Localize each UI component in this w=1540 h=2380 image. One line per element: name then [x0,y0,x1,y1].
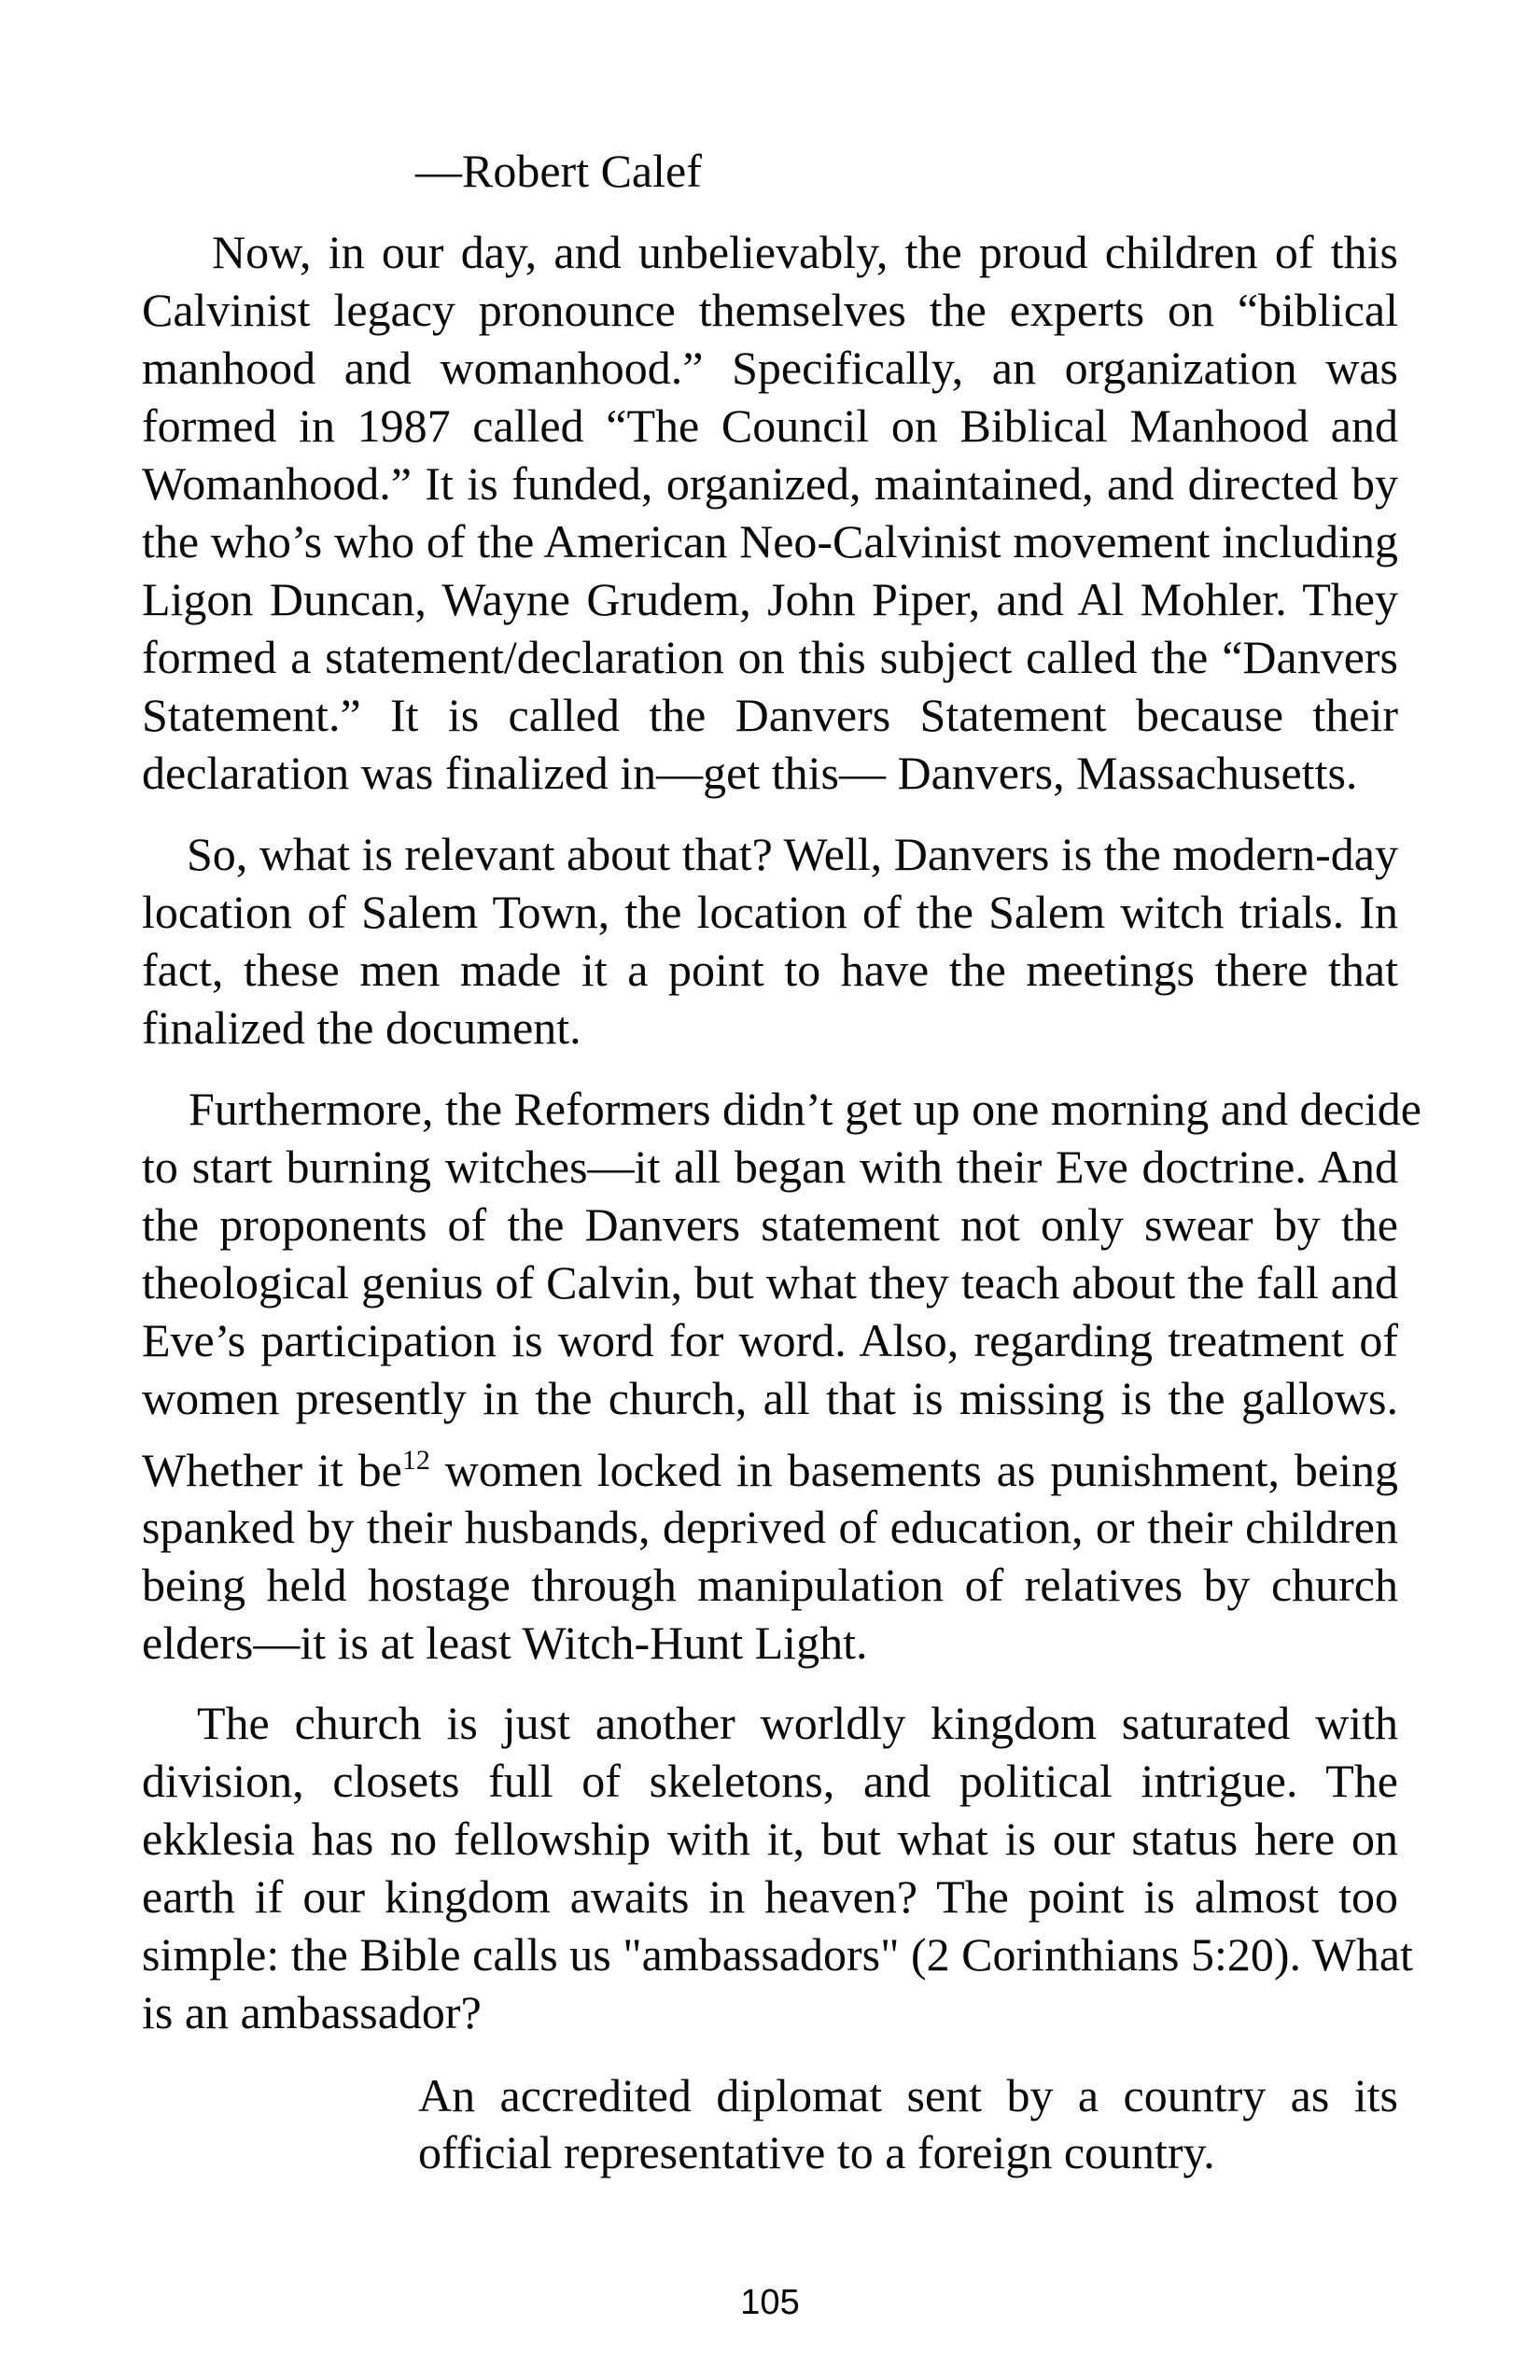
text-line: simple: the Bible calls us "ambassadors" (2 Corinthians 5:20). What [142,1928,1413,1981]
text-line: the who’s who of the American Neo-Calvinist movement including [142,515,1398,567]
text-line: women presently in the church, all that is missing is the gallows. [142,1372,1398,1424]
text-line: Statement.” It is called the Danvers Statement because their [142,689,1398,741]
text-line: spanked by their husbands, deprived of education, or their children [142,1501,1398,1553]
text-line: declaration was finalized in—get this— Danvers, Massachusetts. [142,747,1358,799]
footnote-reference[interactable]: 12 [401,1445,430,1476]
text-line: Ligon Duncan, Wayne Grudem, John Piper, and Al Mohler. They [142,573,1398,625]
text-line: An accredited diplomat sent by a country as its [418,2069,1398,2121]
quote-attribution: —Robert Calef [415,145,702,197]
text-line: fact, these men made it a point to have the meetings there that [142,944,1398,996]
text-line: Womanhood.” It is funded, organized, maintained, and directed by [142,457,1398,510]
text-line: formed in 1987 called “The Council on Biblical Manhood and [142,399,1398,452]
text-line: the proponents of the Danvers statement not only swear by the [142,1198,1398,1251]
text-line: formed a statement/declaration on this subject called the “Danvers [142,631,1398,683]
text-line: finalized the document. [142,1001,581,1054]
page-number: 105 [740,2283,800,2322]
text-line: elders—it is at least Witch-Hunt Light. [142,1617,868,1669]
text-line: official representative to a foreign country. [418,2126,1215,2178]
text-line: Now, in our day, and unbelievably, the proud children of this [212,226,1398,278]
text-line: Eve’s participation is word for word. Also, regarding treatment of [142,1314,1398,1366]
text-line: theological genius of Calvin, but what they teach about the fall and [142,1256,1398,1309]
text-line: So, what is relevant about that? Well, Danvers is the modern-day [187,828,1398,880]
text-line: The church is just another worldly kingdom saturated with [197,1697,1398,1749]
text-line: location of Salem Town, the location of the Salem witch trials. In [142,886,1398,938]
text-segment: women locked in basements as punishment, being [429,1444,1398,1496]
text-line: being held hostage through manipulation of relatives by church [142,1559,1398,1611]
text-segment: Whether it be [142,1444,402,1496]
text-line: is an ambassador? [142,1986,482,2038]
text-line: division, closets full of skeletons, and political intrigue. The [142,1755,1398,1807]
text-line: ekklesia has no fellowship with it, but what is our status here on [142,1813,1398,1865]
text-line: to start burning witches—it all began with their Eve doctrine. And [142,1141,1398,1193]
text-line: earth if our kingdom awaits in heaven? The point is almost too [142,1870,1398,1923]
text-line: manhood and womanhood.” Specifically, an organization was [142,342,1398,394]
text-line: Calvinist legacy pronounce themselves the experts on “biblical [142,284,1398,336]
text-line: Furthermore, the Reformers didn’t get up one morning and decide [189,1083,1421,1135]
text-line [142,1441,1398,1499]
